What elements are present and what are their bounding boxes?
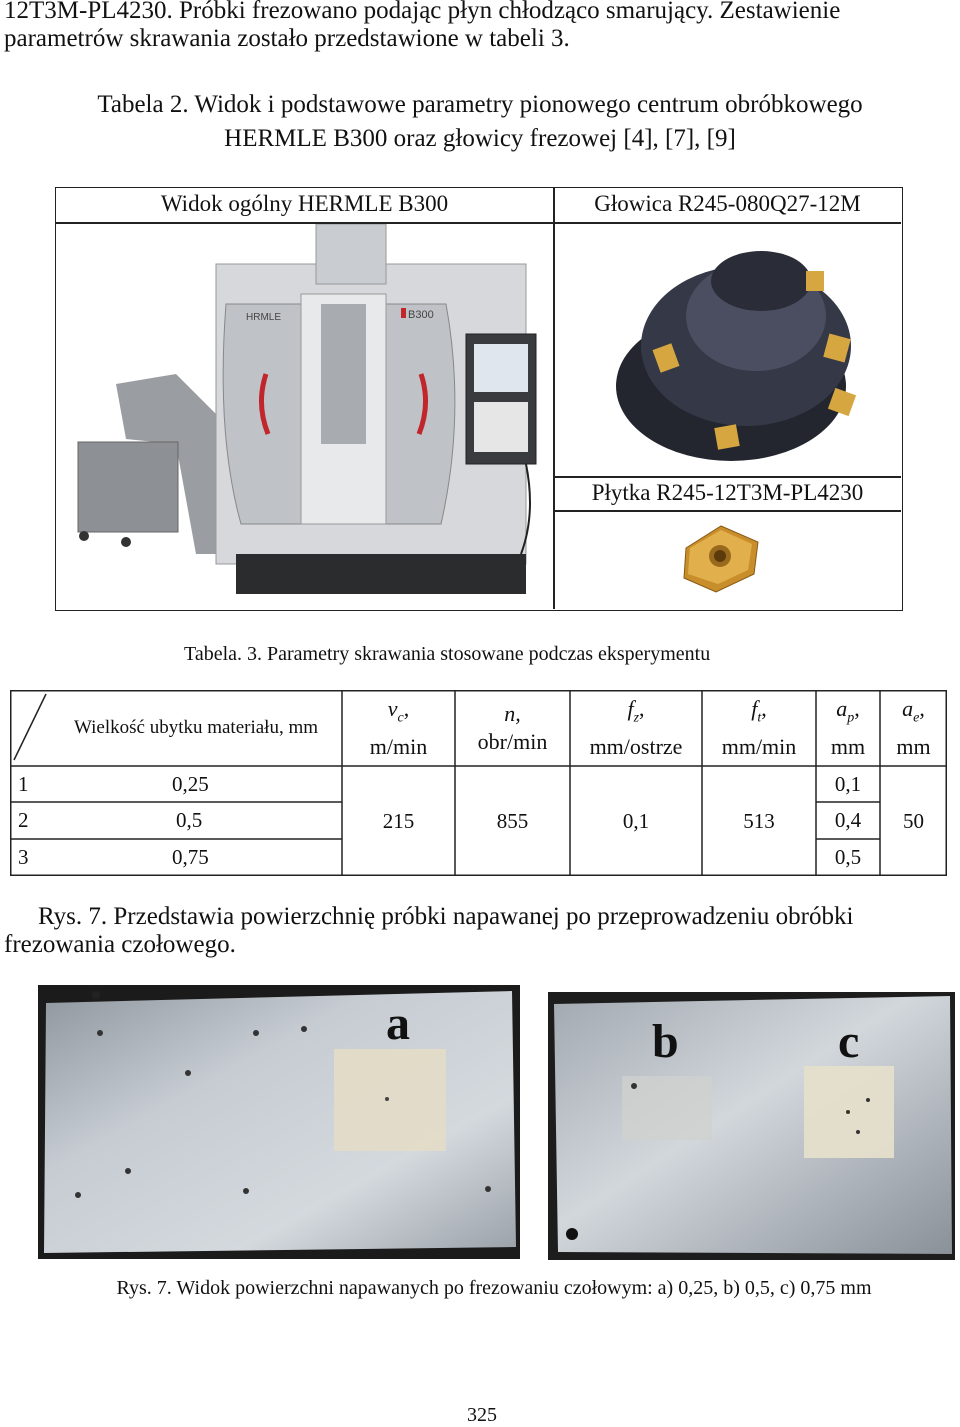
intro-line-2: parametrów skrawania zostało przedstawione w tabeli 3. [4, 25, 570, 52]
figure-label-b: b [652, 1015, 679, 1068]
table3 [10, 690, 947, 876]
header-ae-unit: mm [896, 733, 931, 759]
cutting-insert [714, 424, 739, 449]
header-ft: $f_t$, mm/min [721, 696, 797, 759]
value-vc: 215 [382, 808, 415, 833]
table2-col-divider [553, 188, 555, 609]
table2-insert-bottom-line [553, 510, 901, 512]
header-n-unit: obr/min [477, 729, 548, 754]
figure-caption: Rys. 7. Widok powierzchni napawanych po frezowaniu czołowym: a) 0,25, b) 0,5, c) 0,75 mm [116, 1277, 872, 1299]
value-fz: 0,1 [622, 808, 650, 833]
intro-line-1: 12T3M-PL4230. Próbki frezowano podając płyn chłodząco smarujący. Zestawienie [4, 0, 841, 24]
row-2-number: 2 [18, 808, 29, 832]
header-ft-unit: mm/min [721, 733, 797, 759]
header-ap: $a_p$, mm [830, 696, 866, 759]
table3-caption: Tabela. 3. Parametry skrawania stosowane podczas eksperymentu [184, 643, 711, 665]
header-n: n, obr/min [477, 701, 548, 754]
row-1-ap: 0,1 [834, 771, 862, 796]
machine-brand-text: HRMLE [246, 312, 282, 323]
value-ae: 50 [903, 808, 924, 833]
machining-center-image [66, 224, 546, 608]
cutting-insert [806, 271, 824, 291]
machine-base [236, 554, 526, 594]
table2 [55, 187, 903, 611]
chip-bin [78, 442, 178, 532]
table2-col2-header: Głowica R245-080Q27-12M [594, 191, 861, 216]
insert-image [676, 518, 766, 598]
figure-label-a: a [386, 997, 410, 1050]
row-1-material: 0,25 [172, 771, 209, 796]
table2-col1-header: Widok ogólny HERMLE B300 [160, 191, 449, 216]
photo-plate-right [548, 992, 955, 1260]
control-screen [474, 344, 528, 392]
overlay-sample-a [334, 1049, 446, 1151]
table2-caption-line-1: Tabela 2. Widok i podstawowe parametry pionowego centrum obróbkowego [97, 91, 863, 118]
row-2-ap: 0,4 [834, 808, 862, 832]
header-vc-unit: m/min [369, 733, 428, 759]
milling-head-image [596, 226, 866, 472]
value-n: 855 [496, 808, 529, 833]
photo-plate-left [38, 985, 520, 1259]
row-3-number: 3 [18, 845, 29, 869]
control-keyboard [474, 402, 528, 452]
row-3-ap: 0,5 [834, 845, 862, 869]
paragraph-line-2: frezowania czołowego. [4, 931, 236, 958]
machine-column [316, 224, 386, 284]
header-diagonal [14, 694, 46, 760]
machine-model-text: B300 [408, 309, 434, 321]
header-material: Wielkość ubytku materiału, mm [73, 717, 319, 738]
table2-insert-top-line [553, 476, 901, 478]
row-3-material: 0,75 [172, 845, 209, 869]
row-1-number: 1 [18, 771, 29, 796]
table2-insert-label: Płytka R245-12T3M-PL4230 [591, 480, 864, 505]
page-number: 325 [467, 1404, 497, 1426]
header-fz-unit: mm/ostrze [589, 733, 683, 759]
header-fz: $f_z$, mm/ostrze [589, 696, 683, 759]
row-2-material: 0,5 [176, 808, 203, 832]
header-ae: $a_e$, mm [896, 696, 931, 759]
value-ft: 513 [743, 808, 775, 833]
header-ap-unit: mm [830, 733, 866, 759]
paragraph-line-1: Rys. 7. Przedstawia powierzchnię próbki napawanej po przeprowadzeniu obróbki [38, 903, 854, 930]
figure-label-c: c [838, 1015, 860, 1068]
table2-caption-line-2: HERMLE B300 oraz głowicy frezowej [4], [7], [9] [224, 125, 736, 152]
right-door [386, 304, 455, 524]
header-vc: $v_c$, m/min [369, 696, 428, 759]
